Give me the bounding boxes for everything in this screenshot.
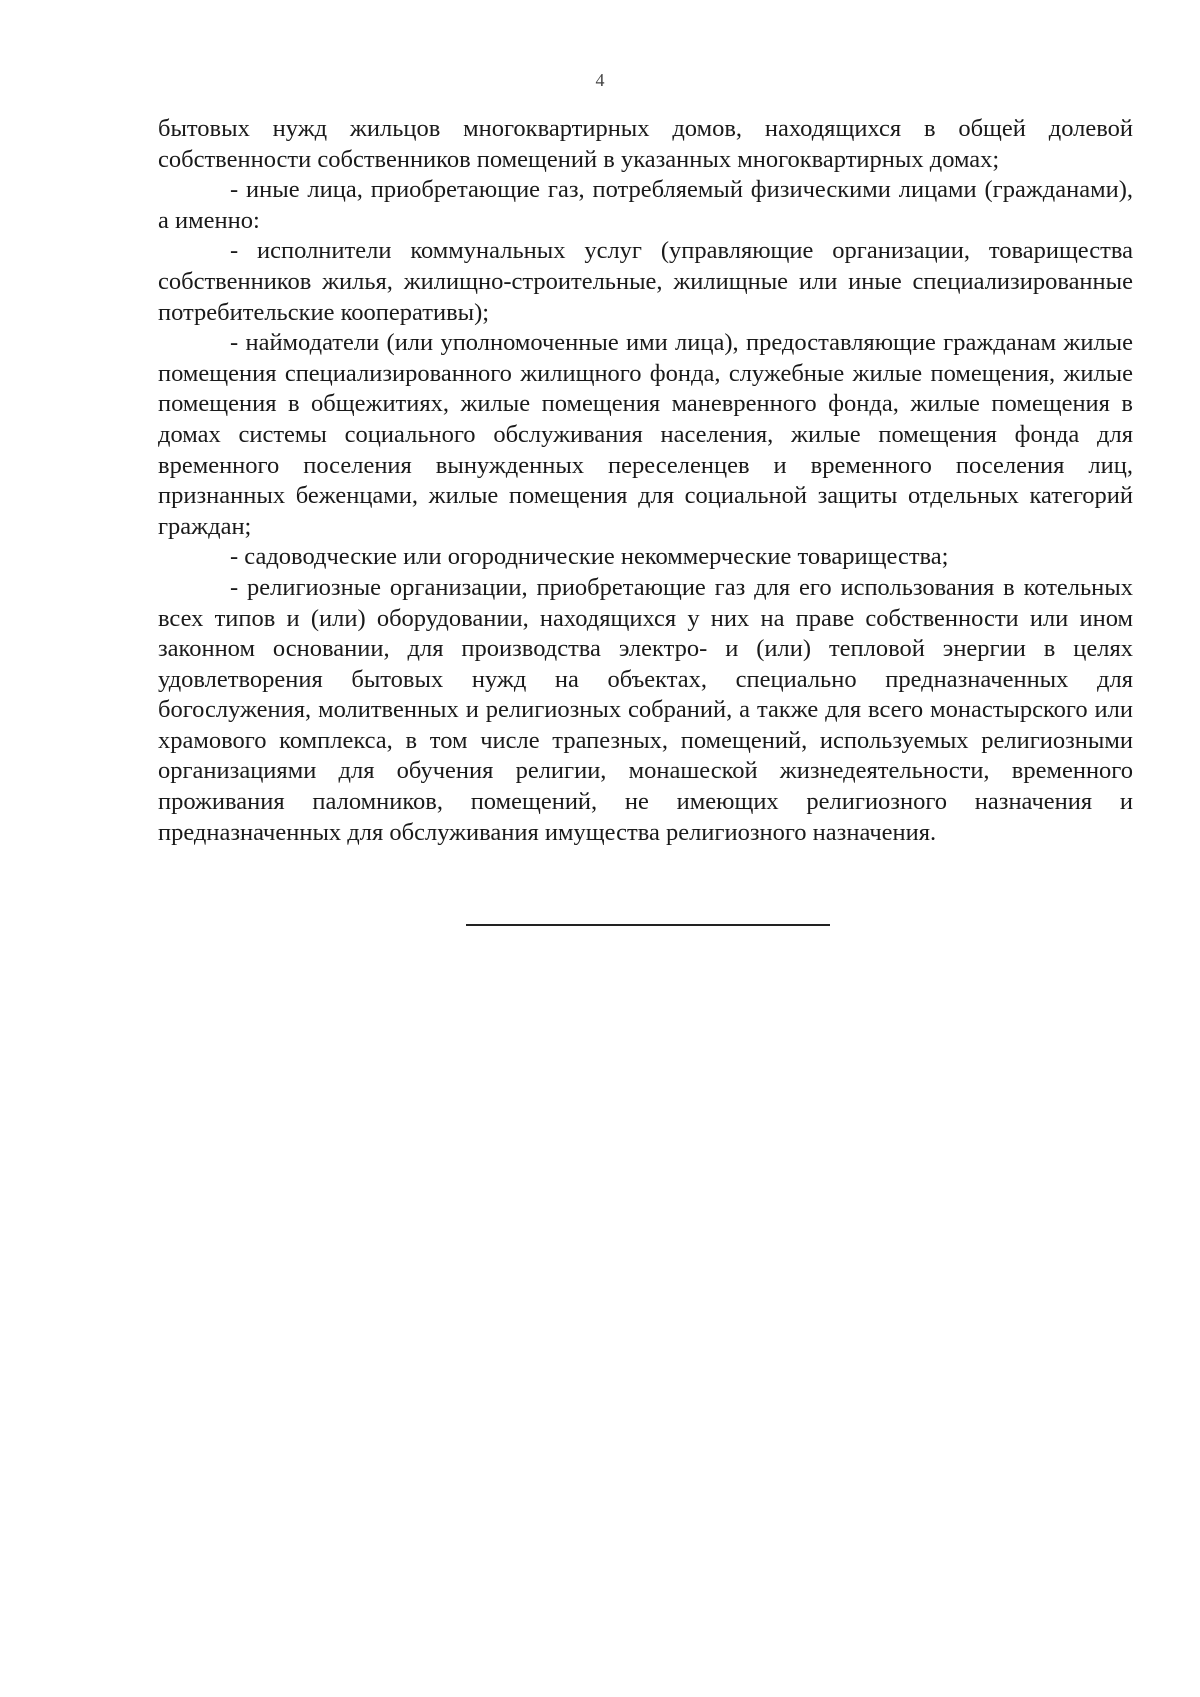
end-of-document-rule	[466, 924, 830, 926]
paragraph-religious-organizations: - религиозные организации, приобретающие газ для его использования в котельных всех типов и (или) оборудовании, находящихся у них на праве собственности или ином законном основании, для производства электро- и (или) тепловой энергии в целях удовлетворения бытовых нужд на объектах, специально предназначенных для богослужения, молитвенных и религиозных собраний, а также для всего монастырского или храмового комплекса, в том числе трапезных, помещений, используемых религиозными организациями для обучения религии, монашеской жизнедеятельности, временного проживания паломников, помещений, не имеющих религиозного назначения и предназначенных для обслуживания имущества религиозного назначения.	[158, 573, 1133, 846]
document-body	[158, 114, 1133, 848]
paragraph-continuation: бытовых нужд жильцов многоквартирных домов, находящихся в общей долевой собственности собственников помещений в указанных многоквартирных домах;	[158, 115, 1133, 173]
paragraph-garden-partnerships: - садоводческие или огороднические некоммерческие товарищества;	[230, 543, 949, 571]
paragraph-landlords: - наймодатели (или уполномоченные ими лица), предоставляющие гражданам жилые помещения специализированного жилищного фонда, служебные жилые помещения, жилые помещения в общежитиях, жилые помещения маневренного фонда, жилые помещения в домах системы социального обслуживания населения, жилые помещения фонда для временного поселения вынужденных переселенцев и временного поселения лиц, признанных беженцами, жилые помещения для социальной защиты отдельных категорий граждан;	[158, 329, 1133, 540]
paragraph-utility-providers: - исполнители коммунальных услуг (управляющие организации, товарищества собственников жилья, жилищно-строительные, жилищные или иные специализированные потребительские кооперативы);	[158, 237, 1133, 326]
page-number: 4	[595, 70, 605, 90]
paragraph-other-persons: - иные лица, приобретающие газ, потребляемый физическими лицами (гражданами), а именно:	[158, 176, 1133, 234]
